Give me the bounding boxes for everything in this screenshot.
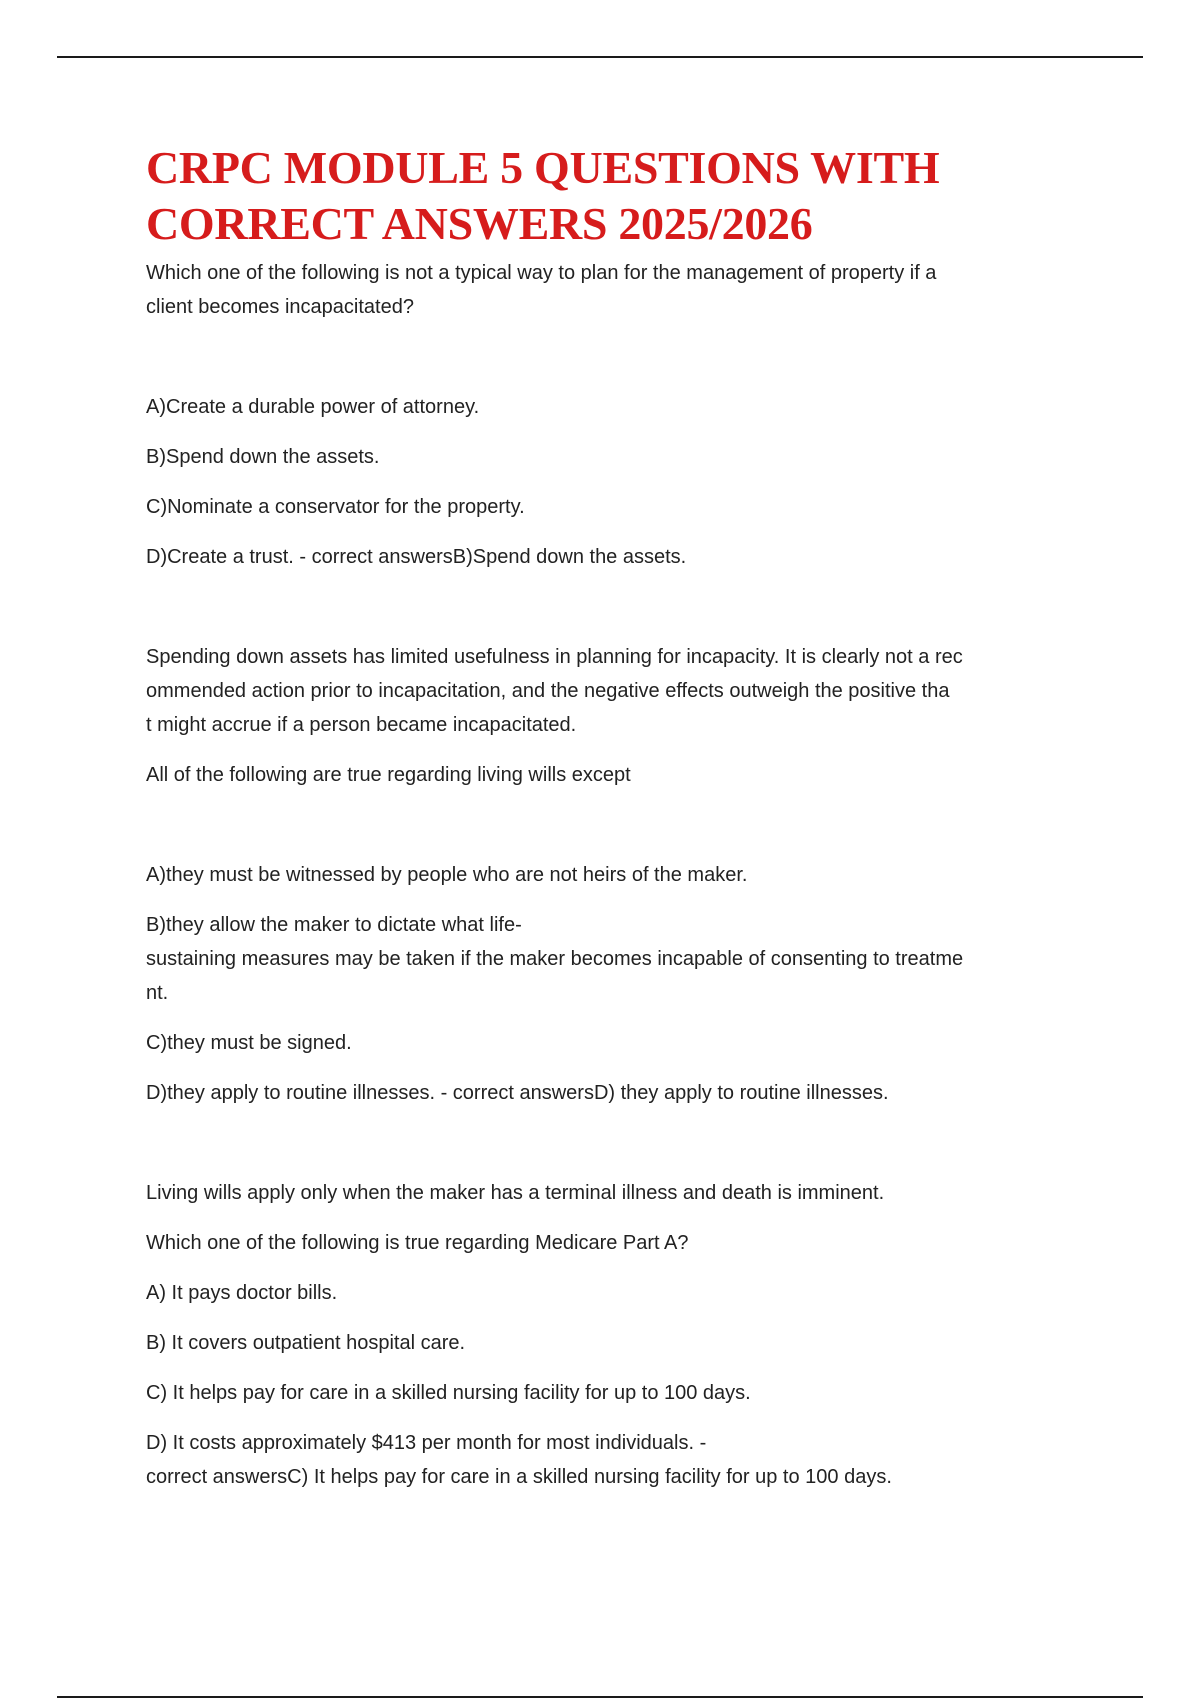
question-3: Which one of the following is true regarding Medicare Part A? bbox=[146, 1232, 689, 1254]
q3-option-c: C) It helps pay for care in a skilled nursing facility for up to 100 days. bbox=[146, 1382, 751, 1404]
spacer bbox=[146, 1126, 1076, 1176]
q3-option-d-answer: D) It costs approximately $413 per month for most individuals. - correct answersC) It helps pay for care in a skilled nursing facility for up to 100 days. bbox=[146, 1432, 892, 1488]
q3-option-b: B) It covers outpatient hospital care. bbox=[146, 1332, 466, 1354]
spacer bbox=[146, 340, 1076, 390]
q1-option-d-answer: D)Create a trust. - correct answersB)Spend down the assets. bbox=[146, 546, 687, 568]
document-title: CRPC MODULE 5 QUESTIONS WITH CORRECT ANSWERS 2025/2026 bbox=[146, 142, 940, 249]
bottom-rule bbox=[57, 1696, 1143, 1698]
top-rule bbox=[57, 56, 1143, 58]
q1-explanation: Spending down assets has limited usefulness in planning for incapacity. It is clearly not a rec ommended action prior to incapacitation, and the negative effects outweigh the positive tha t might accrue if a person became incapacitated. bbox=[146, 646, 963, 736]
q1-option-a: A)Create a durable power of attorney. bbox=[146, 396, 480, 418]
q1-option-c: C)Nominate a conservator for the property. bbox=[146, 496, 525, 518]
spacer bbox=[146, 808, 1076, 858]
q2-option-d-answer: D)they apply to routine illnesses. - correct answersD) they apply to routine illnesses. bbox=[146, 1082, 889, 1104]
q2-explanation: Living wills apply only when the maker has a terminal illness and death is imminent. bbox=[146, 1182, 885, 1204]
question-1: Which one of the following is not a typical way to plan for the management of property if a client becomes incapacitated? bbox=[146, 262, 937, 318]
q3-option-a: A) It pays doctor bills. bbox=[146, 1282, 338, 1304]
q2-option-c: C)they must be signed. bbox=[146, 1032, 352, 1054]
q1-option-b: B)Spend down the assets. bbox=[146, 446, 380, 468]
spacer bbox=[146, 590, 1076, 640]
q2-option-a: A)they must be witnessed by people who are not heirs of the maker. bbox=[146, 864, 748, 886]
document-body bbox=[146, 140, 1076, 1510]
q2-option-b: B)they allow the maker to dictate what life- sustaining measures may be taken if the maker becomes incapable of consenting to treatme nt. bbox=[146, 914, 964, 1004]
question-2: All of the following are true regarding living wills except bbox=[146, 764, 631, 786]
